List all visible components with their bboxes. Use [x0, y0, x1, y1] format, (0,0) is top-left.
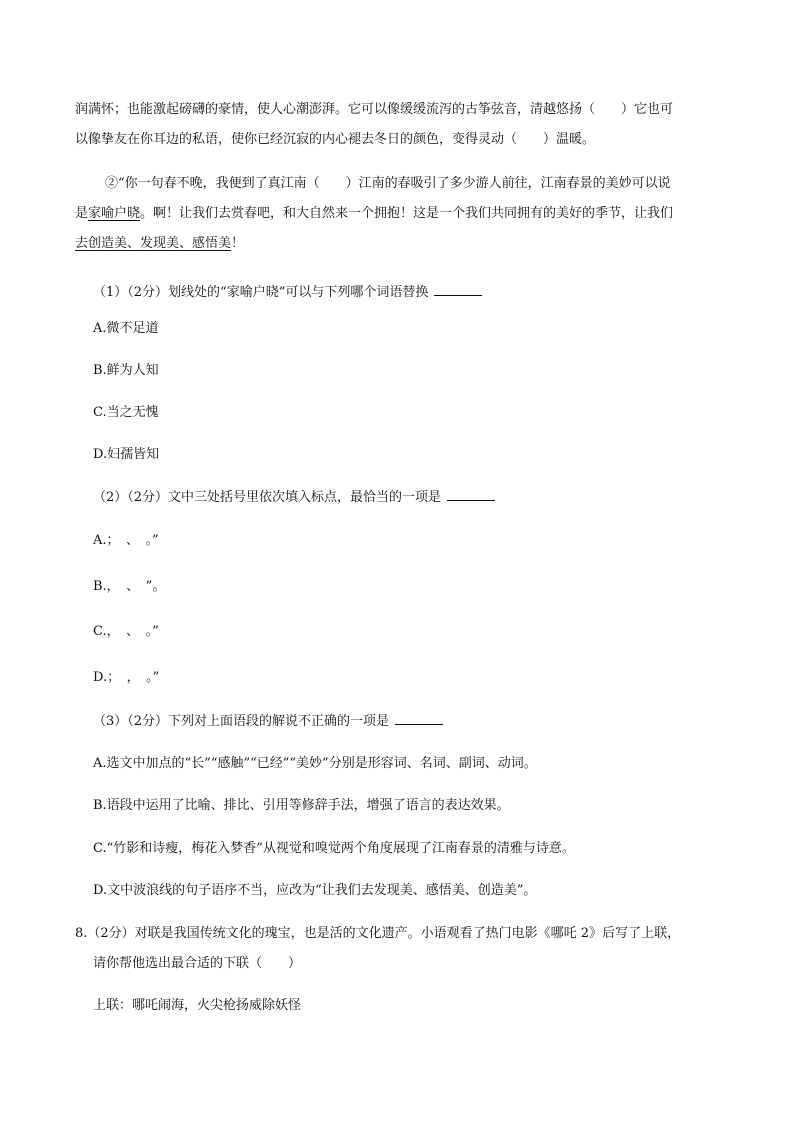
question-3-stem	[93, 712, 443, 731]
passage-para2-line-2	[75, 205, 673, 223]
wavy-sentence: 去创造美、发现美、感悟美	[75, 236, 232, 251]
q1-option-b: B.鲜为人知	[93, 363, 159, 378]
q2-option-d: D.； ， 。”	[93, 670, 160, 685]
answer-blank	[434, 283, 482, 296]
q2-option-b: B.， 、 ”。	[93, 579, 166, 594]
q3-option-d: D.文中波浪线的句子语序不当，应改为“让我们去发现美、感悟美、创造美”。	[93, 883, 537, 898]
para2-text-b: 。啊！让我们去赏春吧，和大自然来一个拥抱！这是一个我们共同拥有的美好的季节，让我们	[140, 206, 674, 221]
question-2-text: （2）（2分）文中三处括号里依次填入标点，最恰当的一项是	[93, 490, 442, 505]
q1-option-c: C.当之无愧	[93, 405, 159, 420]
question-2-stem	[93, 488, 495, 507]
q2-option-c: C.， 、 。”	[93, 624, 159, 639]
para2-text-a: 是	[75, 206, 89, 221]
passage-line-1: 润满怀；也能激起磅礴的豪情，使人心潮澎湃。它可以像缓缓流泻的古筝弦音，清越悠扬（ ）它也可	[75, 102, 674, 117]
q3-option-b: B.语段中运用了比喻、排比、引用等修辞手法，增强了语言的表达效果。	[93, 798, 510, 813]
passage-line-2: 以像挚友在你耳边的私语，使你已经沉寂的内心褪去冬日的颜色，变得灵动（ ）温暖。	[75, 132, 596, 147]
q1-option-a: A.微不足道	[93, 321, 159, 336]
underlined-phrase: 家喻户晓	[88, 206, 141, 221]
question-1-stem	[93, 283, 482, 302]
q3-option-a: A.选文中加点的“长”“感触”“已经”“美妙”分别是形容词、名词、副词、动词。	[93, 756, 537, 771]
question-1-text: （1）（2分）划线处的“家喻户晓”可以与下列哪个词语替换	[93, 285, 429, 300]
answer-blank	[395, 712, 443, 725]
couplet-upper-line: 上联：哪吒闹海，火尖枪扬威除妖怪	[93, 998, 302, 1013]
answer-blank	[447, 488, 495, 501]
q1-option-d: D.妇孺皆知	[93, 447, 160, 462]
q3-option-c: C.“竹影和诗瘦，梅花入梦香”从视觉和嗅觉两个角度展现了江南春景的清雅与诗意。	[93, 841, 575, 856]
question-8-line-2: 请你帮他选出最合适的下联（ ）	[93, 956, 302, 971]
passage-para2-line-3	[75, 235, 244, 253]
question-8-line-1: 8.（2分）对联是我国传统文化的瑰宝，也是活的文化遗产。小语观看了热门电影《哪吒 2》后写了上联，	[75, 926, 681, 941]
para2-line3-end: ！	[231, 236, 245, 251]
passage-para2-line-1: ②“你一句春不晚，我便到了真江南（ ）江南的春吸引了多少游人前往，江南春景的美妙可以说	[105, 176, 671, 191]
q2-option-a: A.； 、 。”	[93, 533, 159, 548]
question-3-text: （3）（2分）下列对上面语段的解说不正确的一项是	[93, 714, 390, 729]
